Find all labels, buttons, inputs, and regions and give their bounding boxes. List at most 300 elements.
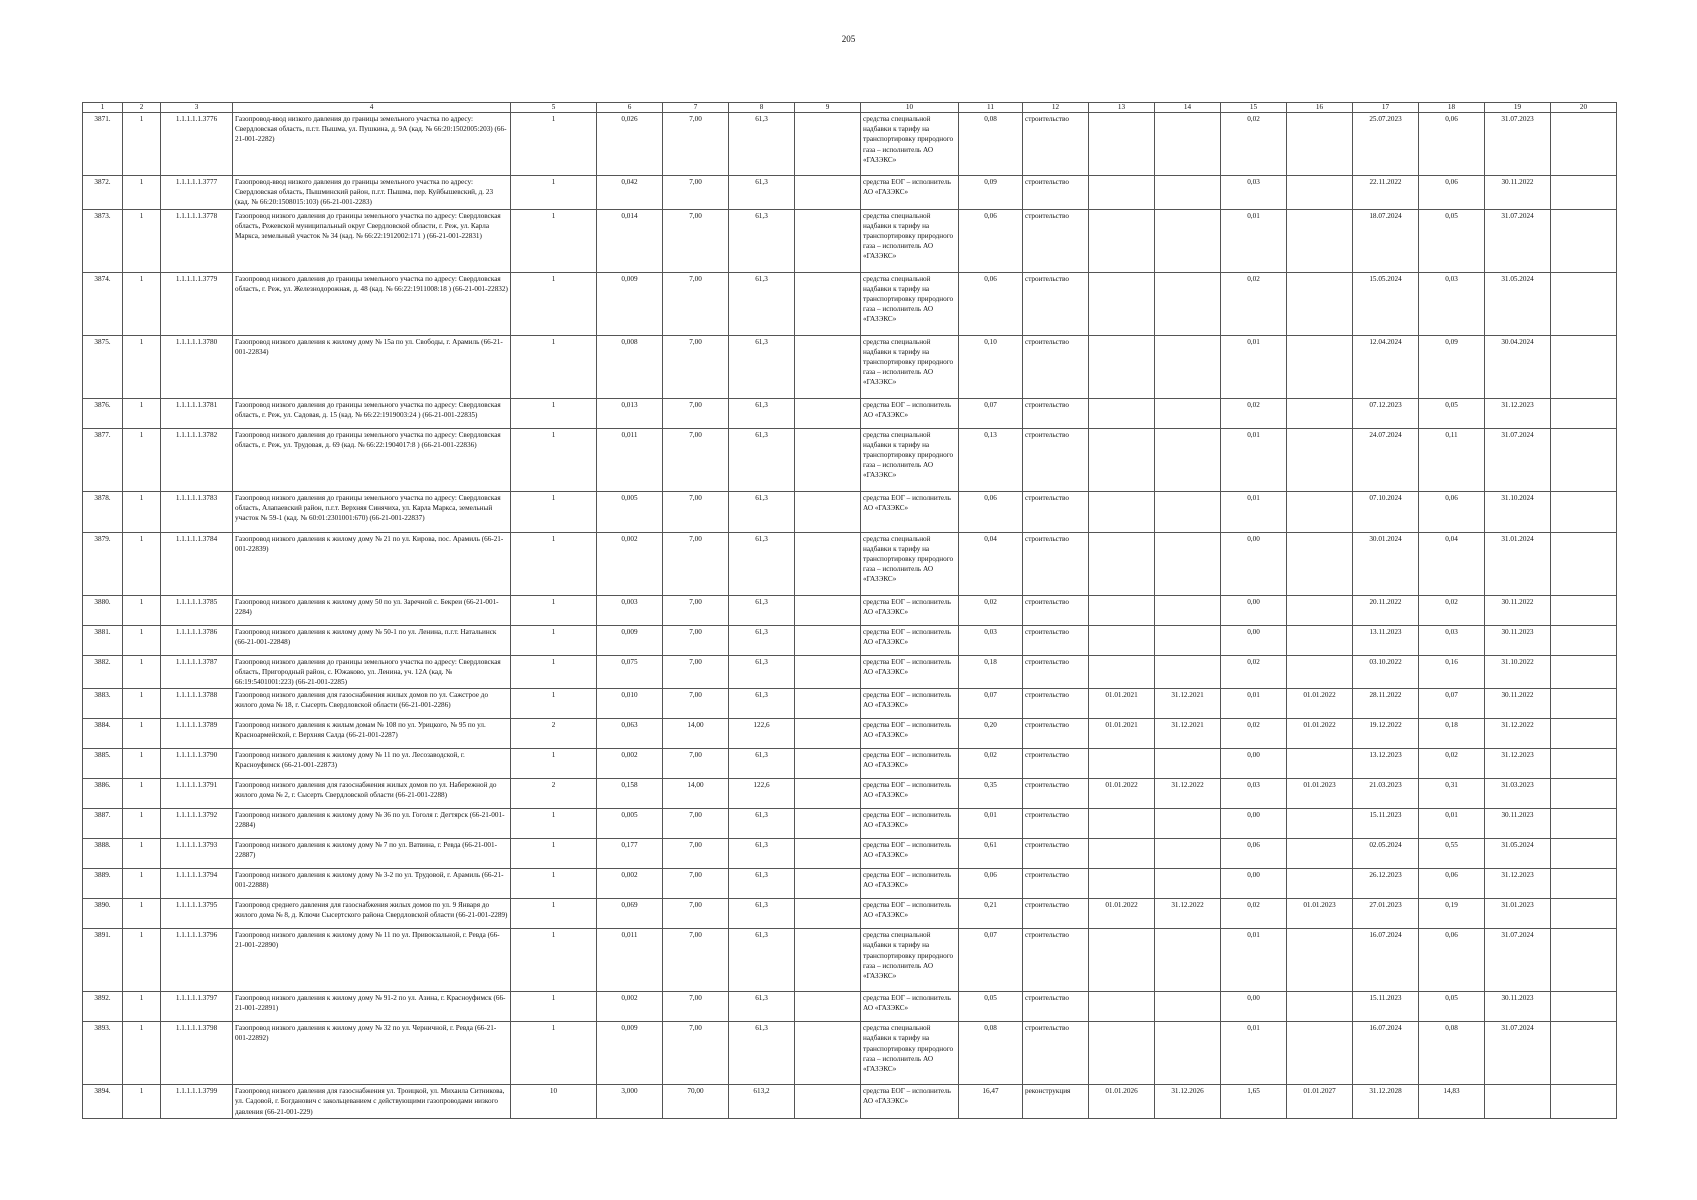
column-17: 15.11.2023 xyxy=(1353,992,1419,1022)
start-date: 01.01.2021 xyxy=(1089,719,1155,749)
end-date xyxy=(1155,869,1221,899)
work-type: строительство xyxy=(1023,899,1089,929)
column-11: 0,07 xyxy=(959,689,1023,719)
project-code: 1.1.1.1.1.3794 xyxy=(161,869,233,899)
column-19: 30.11.2023 xyxy=(1485,992,1551,1022)
column-11: 0,09 xyxy=(959,176,1023,210)
column-17: 13.11.2023 xyxy=(1353,625,1419,655)
column-16 xyxy=(1287,209,1353,272)
end-date: 31.12.2021 xyxy=(1155,689,1221,719)
column-11: 0,07 xyxy=(959,929,1023,992)
column-17: 15.05.2024 xyxy=(1353,272,1419,335)
column-15: 0,02 xyxy=(1221,899,1287,929)
column-number-2: 2 xyxy=(123,103,161,113)
column-9 xyxy=(795,689,861,719)
column-5: 1 xyxy=(511,335,597,398)
column-9 xyxy=(795,929,861,992)
column-19: 31.03.2023 xyxy=(1485,779,1551,809)
column-20 xyxy=(1551,689,1617,719)
column-11: 0,02 xyxy=(959,595,1023,625)
column-16 xyxy=(1287,113,1353,176)
start-date: 01.01.2022 xyxy=(1089,899,1155,929)
column-18: 0,06 xyxy=(1419,491,1485,532)
work-type: строительство xyxy=(1023,491,1089,532)
column-16 xyxy=(1287,428,1353,491)
project-code: 1.1.1.1.1.3793 xyxy=(161,839,233,869)
column-6: 0,010 xyxy=(597,689,663,719)
work-type: строительство xyxy=(1023,809,1089,839)
column-16 xyxy=(1287,929,1353,992)
column-15: 1,65 xyxy=(1221,1085,1287,1119)
column-7: 7,00 xyxy=(663,398,729,428)
column-18: 14,83 xyxy=(1419,1085,1485,1119)
column-17: 25.07.2023 xyxy=(1353,113,1419,176)
column-15: 0,02 xyxy=(1221,272,1287,335)
start-date xyxy=(1089,335,1155,398)
column-2: 1 xyxy=(123,929,161,992)
column-16 xyxy=(1287,595,1353,625)
project-code: 1.1.1.1.1.3782 xyxy=(161,428,233,491)
column-15: 0,01 xyxy=(1221,1022,1287,1085)
column-8: 61,3 xyxy=(729,428,795,491)
column-2: 1 xyxy=(123,428,161,491)
column-19: 31.05.2024 xyxy=(1485,272,1551,335)
column-number-5: 5 xyxy=(511,103,597,113)
column-2: 1 xyxy=(123,176,161,210)
column-11: 0,01 xyxy=(959,809,1023,839)
column-16: 01.01.2023 xyxy=(1287,899,1353,929)
column-7: 7,00 xyxy=(663,689,729,719)
end-date xyxy=(1155,209,1221,272)
column-16 xyxy=(1287,1022,1353,1085)
column-8: 613,2 xyxy=(729,1085,795,1119)
table-row xyxy=(83,335,1617,398)
project-description: Газопровод низкого давления к жилому дому № 11 по ул. Привокзальной, г. Ревда (66-21-001-22890) xyxy=(233,929,511,992)
column-number-20: 20 xyxy=(1551,103,1617,113)
financing-source: средства ЕОГ – исполнитель АО «ГАЗЭКС» xyxy=(861,595,959,625)
end-date xyxy=(1155,272,1221,335)
column-number-15: 15 xyxy=(1221,103,1287,113)
start-date xyxy=(1089,869,1155,899)
column-19: 30.11.2023 xyxy=(1485,625,1551,655)
end-date xyxy=(1155,992,1221,1022)
start-date xyxy=(1089,1022,1155,1085)
table-row xyxy=(83,689,1617,719)
column-9 xyxy=(795,398,861,428)
table-row xyxy=(83,749,1617,779)
column-2: 1 xyxy=(123,625,161,655)
project-description: Газопровод низкого давления к жилым домам № 108 по ул. Урицкого, № 95 по ул. Красноармейской, г. Верхняя Салда (66-21-001-2287) xyxy=(233,719,511,749)
column-19: 31.05.2024 xyxy=(1485,839,1551,869)
column-18: 0,18 xyxy=(1419,719,1485,749)
column-19 xyxy=(1485,1085,1551,1119)
column-11: 0,20 xyxy=(959,719,1023,749)
table-row xyxy=(83,839,1617,869)
row-number: 3871. xyxy=(83,113,123,176)
column-17: 30.01.2024 xyxy=(1353,532,1419,595)
column-18: 0,05 xyxy=(1419,209,1485,272)
table-row xyxy=(83,929,1617,992)
column-9 xyxy=(795,595,861,625)
row-number: 3879. xyxy=(83,532,123,595)
work-type: строительство xyxy=(1023,595,1089,625)
column-5: 1 xyxy=(511,992,597,1022)
column-9 xyxy=(795,428,861,491)
column-6: 0,002 xyxy=(597,992,663,1022)
table-row xyxy=(83,272,1617,335)
column-6: 0,002 xyxy=(597,869,663,899)
start-date xyxy=(1089,809,1155,839)
column-18: 0,04 xyxy=(1419,532,1485,595)
table-row xyxy=(83,113,1617,176)
column-16 xyxy=(1287,491,1353,532)
row-number: 3873. xyxy=(83,209,123,272)
column-11: 0,08 xyxy=(959,1022,1023,1085)
column-18: 0,01 xyxy=(1419,809,1485,839)
table-row xyxy=(83,869,1617,899)
financing-source: средства ЕОГ – исполнитель АО «ГАЗЭКС» xyxy=(861,809,959,839)
column-11: 0,10 xyxy=(959,335,1023,398)
column-9 xyxy=(795,176,861,210)
project-description: Газопровод низкого давления к жилому дому 50 по ул. Заречной с. Бекреи (66-21-001-2284) xyxy=(233,595,511,625)
column-2: 1 xyxy=(123,209,161,272)
column-11: 0,03 xyxy=(959,625,1023,655)
column-7: 14,00 xyxy=(663,779,729,809)
column-18: 0,55 xyxy=(1419,839,1485,869)
column-9 xyxy=(795,491,861,532)
row-number: 3878. xyxy=(83,491,123,532)
start-date xyxy=(1089,491,1155,532)
column-8: 61,3 xyxy=(729,335,795,398)
column-17: 07.10.2024 xyxy=(1353,491,1419,532)
column-5: 1 xyxy=(511,899,597,929)
column-20 xyxy=(1551,335,1617,398)
column-15: 0,00 xyxy=(1221,809,1287,839)
column-9 xyxy=(795,719,861,749)
column-5: 1 xyxy=(511,532,597,595)
column-17: 16.07.2024 xyxy=(1353,929,1419,992)
project-description: Газопровод низкого давления к жилому дому № 36 по ул. Гоголя г. Дегтярск (66-21-001-22884) xyxy=(233,809,511,839)
column-20 xyxy=(1551,779,1617,809)
row-number: 3890. xyxy=(83,899,123,929)
start-date xyxy=(1089,428,1155,491)
project-description: Газопровод низкого давления к жилому дому № 50-1 по ул. Ленина, п.г.т. Натальинск (66-21-001-22848) xyxy=(233,625,511,655)
financing-source: средства ЕОГ – исполнитель АО «ГАЗЭКС» xyxy=(861,625,959,655)
column-20 xyxy=(1551,491,1617,532)
project-code: 1.1.1.1.1.3785 xyxy=(161,595,233,625)
column-18: 0,19 xyxy=(1419,899,1485,929)
column-5: 1 xyxy=(511,929,597,992)
column-11: 0,61 xyxy=(959,839,1023,869)
column-number-6: 6 xyxy=(597,103,663,113)
column-number-8: 8 xyxy=(729,103,795,113)
end-date: 31.12.2022 xyxy=(1155,779,1221,809)
column-19: 31.07.2023 xyxy=(1485,113,1551,176)
column-20 xyxy=(1551,899,1617,929)
column-number-19: 19 xyxy=(1485,103,1551,113)
row-number: 3888. xyxy=(83,839,123,869)
column-19: 31.07.2024 xyxy=(1485,209,1551,272)
column-9 xyxy=(795,839,861,869)
project-description: Газопровод низкого давления для газоснабжения ул. Троицкой, ул. Михаила Ситникова, ул. Садовой, г. Богданович с закольцеванием с действующими газопроводами низкого давления (66-21-001-229) xyxy=(233,1085,511,1119)
project-code: 1.1.1.1.1.3780 xyxy=(161,335,233,398)
start-date: 01.01.2021 xyxy=(1089,689,1155,719)
column-8: 61,3 xyxy=(729,839,795,869)
column-17: 31.12.2028 xyxy=(1353,1085,1419,1119)
column-11: 0,06 xyxy=(959,491,1023,532)
column-2: 1 xyxy=(123,532,161,595)
column-2: 1 xyxy=(123,398,161,428)
column-7: 7,00 xyxy=(663,113,729,176)
row-number: 3893. xyxy=(83,1022,123,1085)
column-5: 1 xyxy=(511,595,597,625)
column-15: 0,01 xyxy=(1221,428,1287,491)
column-7: 7,00 xyxy=(663,335,729,398)
column-8: 61,3 xyxy=(729,749,795,779)
column-19: 31.12.2023 xyxy=(1485,749,1551,779)
column-6: 0,009 xyxy=(597,1022,663,1085)
column-2: 1 xyxy=(123,1022,161,1085)
column-8: 61,3 xyxy=(729,176,795,210)
table-row xyxy=(83,595,1617,625)
column-5: 1 xyxy=(511,113,597,176)
column-15: 0,00 xyxy=(1221,625,1287,655)
column-9 xyxy=(795,655,861,689)
column-6: 0,075 xyxy=(597,655,663,689)
row-number: 3875. xyxy=(83,335,123,398)
work-type: строительство xyxy=(1023,1022,1089,1085)
project-description: Газопровод низкого давления для газоснабжения жилых домов по ул. Набережной до жилого дома № 2, г. Сысерть Свердловской области (66-21-001-2288) xyxy=(233,779,511,809)
column-7: 7,00 xyxy=(663,655,729,689)
column-19: 31.12.2023 xyxy=(1485,398,1551,428)
end-date xyxy=(1155,176,1221,210)
project-code: 1.1.1.1.1.3797 xyxy=(161,992,233,1022)
column-5: 1 xyxy=(511,176,597,210)
column-19: 31.12.2023 xyxy=(1485,869,1551,899)
start-date xyxy=(1089,929,1155,992)
table-row xyxy=(83,428,1617,491)
financing-source: средства ЕОГ – исполнитель АО «ГАЗЭКС» xyxy=(861,869,959,899)
column-8: 61,3 xyxy=(729,491,795,532)
column-number-1: 1 xyxy=(83,103,123,113)
column-16 xyxy=(1287,335,1353,398)
column-19: 31.07.2024 xyxy=(1485,929,1551,992)
column-8: 61,3 xyxy=(729,398,795,428)
column-9 xyxy=(795,113,861,176)
column-19: 31.01.2024 xyxy=(1485,532,1551,595)
column-19: 30.11.2022 xyxy=(1485,689,1551,719)
column-16 xyxy=(1287,992,1353,1022)
project-code: 1.1.1.1.1.3790 xyxy=(161,749,233,779)
column-18: 0,11 xyxy=(1419,428,1485,491)
work-type: строительство xyxy=(1023,398,1089,428)
column-2: 1 xyxy=(123,113,161,176)
column-20 xyxy=(1551,1022,1617,1085)
column-8: 61,3 xyxy=(729,625,795,655)
column-16 xyxy=(1287,398,1353,428)
work-type: строительство xyxy=(1023,869,1089,899)
row-number: 3874. xyxy=(83,272,123,335)
column-20 xyxy=(1551,749,1617,779)
table-row xyxy=(83,809,1617,839)
work-type: строительство xyxy=(1023,428,1089,491)
row-number: 3882. xyxy=(83,655,123,689)
column-16 xyxy=(1287,272,1353,335)
column-18: 0,05 xyxy=(1419,398,1485,428)
project-code: 1.1.1.1.1.3783 xyxy=(161,491,233,532)
page-number: 205 xyxy=(841,34,856,44)
column-20 xyxy=(1551,428,1617,491)
project-description: Газопровод низкого давления до границы земельного участка по адресу: Свердловская область, Пригородный район, с. Южаково, ул. Ленина, уч. 12А (кад. № 66:19:5401001:223) (66-21-001-2285) xyxy=(233,655,511,689)
financing-source: средства ЕОГ – исполнитель АО «ГАЗЭКС» xyxy=(861,1085,959,1119)
column-6: 3,000 xyxy=(597,1085,663,1119)
column-11: 0,08 xyxy=(959,113,1023,176)
financing-source: средства специальной надбавки к тарифу на транспортировку природного газа – исполнитель АО «ГАЗЭКС» xyxy=(861,1022,959,1085)
column-17: 02.05.2024 xyxy=(1353,839,1419,869)
financing-source: средства ЕОГ – исполнитель АО «ГАЗЭКС» xyxy=(861,719,959,749)
column-number-4: 4 xyxy=(233,103,511,113)
financing-source: средства специальной надбавки к тарифу на транспортировку природного газа – исполнитель АО «ГАЗЭКС» xyxy=(861,272,959,335)
column-18: 0,31 xyxy=(1419,779,1485,809)
project-description: Газопровод низкого давления до границы земельного участка по адресу: Свердловская область, г. Реж, ул. Трудовая, д. 69 (кад. № 66:22:1904017:8 ) (66-21-001-22836) xyxy=(233,428,511,491)
column-15: 0,01 xyxy=(1221,491,1287,532)
column-19: 31.10.2022 xyxy=(1485,655,1551,689)
project-code: 1.1.1.1.1.3799 xyxy=(161,1085,233,1119)
column-7: 7,00 xyxy=(663,1022,729,1085)
column-5: 1 xyxy=(511,209,597,272)
column-7: 7,00 xyxy=(663,992,729,1022)
column-7: 7,00 xyxy=(663,595,729,625)
project-description: Газопровод среднего давления для газоснабжения жилых домов по ул. 9 Января до жилого дома № 8, д. Ключи Сысертского района Свердловской области (66-21-001-2289) xyxy=(233,899,511,929)
column-16 xyxy=(1287,655,1353,689)
column-11: 0,21 xyxy=(959,899,1023,929)
table-row xyxy=(83,719,1617,749)
column-5: 2 xyxy=(511,719,597,749)
column-17: 27.01.2023 xyxy=(1353,899,1419,929)
column-6: 0,177 xyxy=(597,839,663,869)
column-18: 0,08 xyxy=(1419,1022,1485,1085)
column-9 xyxy=(795,749,861,779)
column-20 xyxy=(1551,869,1617,899)
end-date xyxy=(1155,929,1221,992)
column-number-10: 10 xyxy=(861,103,959,113)
column-2: 1 xyxy=(123,595,161,625)
row-number: 3884. xyxy=(83,719,123,749)
column-17: 18.07.2024 xyxy=(1353,209,1419,272)
column-19: 30.11.2023 xyxy=(1485,809,1551,839)
row-number: 3894. xyxy=(83,1085,123,1119)
column-17: 19.12.2022 xyxy=(1353,719,1419,749)
column-18: 0,16 xyxy=(1419,655,1485,689)
column-8: 61,3 xyxy=(729,113,795,176)
financing-source: средства ЕОГ – исполнитель АО «ГАЗЭКС» xyxy=(861,655,959,689)
work-type: строительство xyxy=(1023,655,1089,689)
column-2: 1 xyxy=(123,491,161,532)
column-7: 7,00 xyxy=(663,428,729,491)
table-row xyxy=(83,1085,1617,1119)
column-7: 7,00 xyxy=(663,209,729,272)
financing-source: средства ЕОГ – исполнитель АО «ГАЗЭКС» xyxy=(861,839,959,869)
column-9 xyxy=(795,532,861,595)
column-20 xyxy=(1551,532,1617,595)
column-20 xyxy=(1551,595,1617,625)
end-date xyxy=(1155,655,1221,689)
column-19: 31.01.2023 xyxy=(1485,899,1551,929)
start-date xyxy=(1089,272,1155,335)
investment-program-table xyxy=(82,102,1617,1119)
table-row xyxy=(83,532,1617,595)
column-2: 1 xyxy=(123,655,161,689)
column-number-3: 3 xyxy=(161,103,233,113)
financing-source: средства специальной надбавки к тарифу на транспортировку природного газа – исполнитель АО «ГАЗЭКС» xyxy=(861,335,959,398)
column-7: 70,00 xyxy=(663,1085,729,1119)
column-17: 22.11.2022 xyxy=(1353,176,1419,210)
column-19: 31.07.2024 xyxy=(1485,428,1551,491)
column-18: 0,06 xyxy=(1419,176,1485,210)
column-6: 0,005 xyxy=(597,491,663,532)
column-15: 0,01 xyxy=(1221,209,1287,272)
row-number: 3876. xyxy=(83,398,123,428)
work-type: строительство xyxy=(1023,532,1089,595)
end-date xyxy=(1155,428,1221,491)
project-code: 1.1.1.1.1.3789 xyxy=(161,719,233,749)
table-row xyxy=(83,779,1617,809)
table-row xyxy=(83,176,1617,210)
column-6: 0,003 xyxy=(597,595,663,625)
start-date xyxy=(1089,176,1155,210)
row-number: 3881. xyxy=(83,625,123,655)
column-11: 0,06 xyxy=(959,272,1023,335)
work-type: строительство xyxy=(1023,335,1089,398)
project-description: Газопровод низкого давления до границы земельного участка по адресу: Свердловская область, Алапаевский район, п.г.т. Верхняя Синячиха, ул. Карла Маркса, земельный участок № 59-1 (кад. № 60:01:2301001:670) (66-21-001-22837) xyxy=(233,491,511,532)
column-17: 20.11.2022 xyxy=(1353,595,1419,625)
column-15: 0,02 xyxy=(1221,719,1287,749)
financing-source: средства ЕОГ – исполнитель АО «ГАЗЭКС» xyxy=(861,899,959,929)
column-5: 1 xyxy=(511,272,597,335)
row-number: 3877. xyxy=(83,428,123,491)
column-6: 0,011 xyxy=(597,929,663,992)
start-date xyxy=(1089,209,1155,272)
column-16 xyxy=(1287,839,1353,869)
column-18: 0,06 xyxy=(1419,113,1485,176)
column-6: 0,063 xyxy=(597,719,663,749)
column-18: 0,02 xyxy=(1419,749,1485,779)
column-16 xyxy=(1287,176,1353,210)
column-7: 7,00 xyxy=(663,929,729,992)
column-number-17: 17 xyxy=(1353,103,1419,113)
row-number: 3892. xyxy=(83,992,123,1022)
column-6: 0,005 xyxy=(597,809,663,839)
financing-source: средства ЕОГ – исполнитель АО «ГАЗЭКС» xyxy=(861,491,959,532)
column-8: 61,3 xyxy=(729,209,795,272)
column-5: 2 xyxy=(511,779,597,809)
project-description: Газопровод-ввод низкого давления до границы земельного участка по адресу: Свердловская область, Пышминский район, п.г.т. Пышма, пер. Куйбышевский, д. 23 (кад. № 66:20:1508015:103) (66-21-001-2283) xyxy=(233,176,511,210)
column-5: 1 xyxy=(511,491,597,532)
column-2: 1 xyxy=(123,719,161,749)
end-date: 31.12.2022 xyxy=(1155,899,1221,929)
column-6: 0,026 xyxy=(597,113,663,176)
column-8: 61,3 xyxy=(729,992,795,1022)
column-20 xyxy=(1551,929,1617,992)
project-description: Газопровод низкого давления до границы земельного участка по адресу: Свердловская область, Режевской муниципальный округ Свердловской области, г. Реж, ул. Карла Маркса, земельный участок № 34 (кад. № 66:22:1912002:171 ) (66-21-001-22831) xyxy=(233,209,511,272)
column-2: 1 xyxy=(123,869,161,899)
column-20 xyxy=(1551,272,1617,335)
row-number: 3887. xyxy=(83,809,123,839)
project-description: Газопровод низкого давления до границы земельного участка по адресу: Свердловская область, г. Реж, ул. Железнодорожная, д. 48 (кад. № 66:22:1911008:18 ) (66-21-001-22832) xyxy=(233,272,511,335)
column-5: 1 xyxy=(511,839,597,869)
column-11: 0,13 xyxy=(959,428,1023,491)
column-19: 31.07.2024 xyxy=(1485,1022,1551,1085)
